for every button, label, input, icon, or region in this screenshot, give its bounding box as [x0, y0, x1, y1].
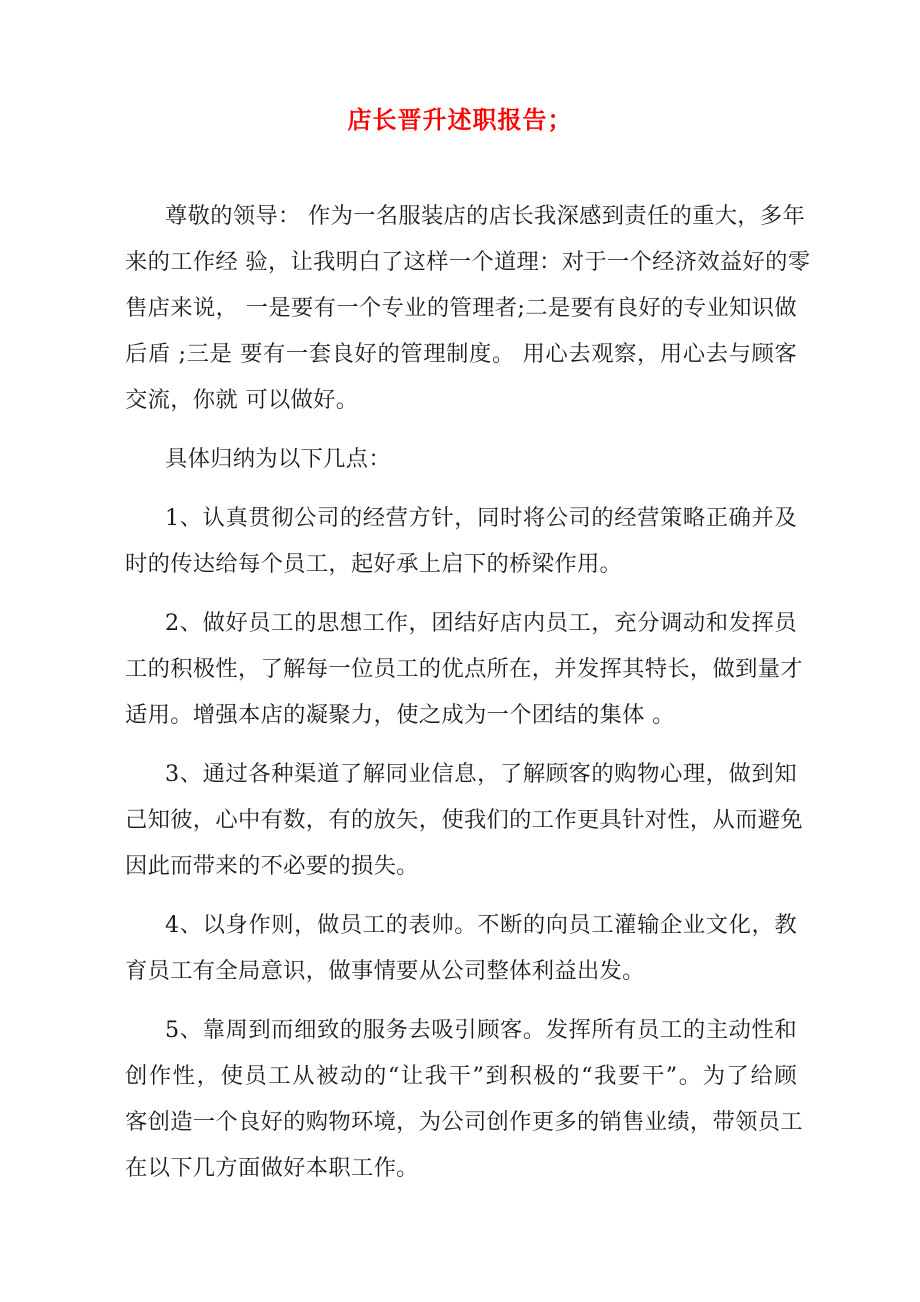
text-line: 创作性，使员工从被动的“让我干”到积极的“我要干”。为了给顾	[125, 1063, 797, 1089]
text-line: 售店来说， 一是要有一个专业的管理者;二是要有良好的专业知识做	[125, 295, 797, 321]
text-line: 1、认真贯彻公司的经营方针，同时将公司的经营策略正确并及	[165, 505, 797, 531]
paragraph-point-4	[125, 902, 797, 994]
paragraph-summary-intro	[125, 436, 797, 482]
paragraph-point-2	[125, 600, 803, 738]
paragraph-point-5	[125, 1007, 803, 1191]
text-line: 来的工作经 验，让我明白了这样一个道理：对于一个经济效益好的零	[125, 249, 811, 275]
text-line: 交流，你就 可以做好。	[125, 387, 359, 413]
paragraph-point-3	[125, 751, 803, 889]
text-line: 5、靠周到而细致的服务去吸引顾客。发挥所有员工的主动性和	[165, 1017, 797, 1043]
text-line: 3、通过各种渠道了解同业信息，了解顾客的购物心理，做到知	[165, 761, 797, 787]
text-line: 2、做好员工的思想工作，团结好店内员工，充分调动和发挥员	[165, 610, 797, 636]
paragraph-greeting	[125, 193, 811, 423]
text-line: 尊敬的领导： 作为一名服装店的店长我深感到责任的重大，多年	[165, 203, 806, 229]
document-body	[125, 193, 811, 1204]
text-line: 工的积极性，了解每一位员工的优点所在，并发挥其特长，做到量才	[125, 656, 803, 682]
paragraph-point-1	[125, 495, 797, 587]
text-line: 后盾 ;三是 要有一套良好的管理制度。 用心去观察，用心去与顾客	[125, 341, 797, 367]
text-line: 因此而带来的不必要的损失。	[125, 853, 419, 879]
document-title: 店长晋升述职报告；	[347, 106, 573, 134]
text-line: 具体归纳为以下几点：	[165, 446, 391, 472]
text-line: 客创造一个良好的购物环境，为公司创作更多的销售业绩，带领员工	[125, 1109, 803, 1135]
text-line: 在以下几方面做好本职工作。	[125, 1155, 419, 1181]
text-line: 时的传达给每个员工，起好承上启下的桥梁作用。	[125, 551, 623, 577]
text-line: 4、以身作则，做员工的表帅。不断的向员工灌输企业文化，教	[165, 912, 797, 938]
text-line: 适用。增强本店的凝聚力，使之成为一个团结的集体 。	[125, 702, 675, 728]
text-line: 育员工有全局意识，做事情要从公司整体利益出发。	[125, 958, 645, 984]
text-line: 己知彼，心中有数，有的放矢，使我们的工作更具针对性，从而避免	[125, 807, 803, 833]
